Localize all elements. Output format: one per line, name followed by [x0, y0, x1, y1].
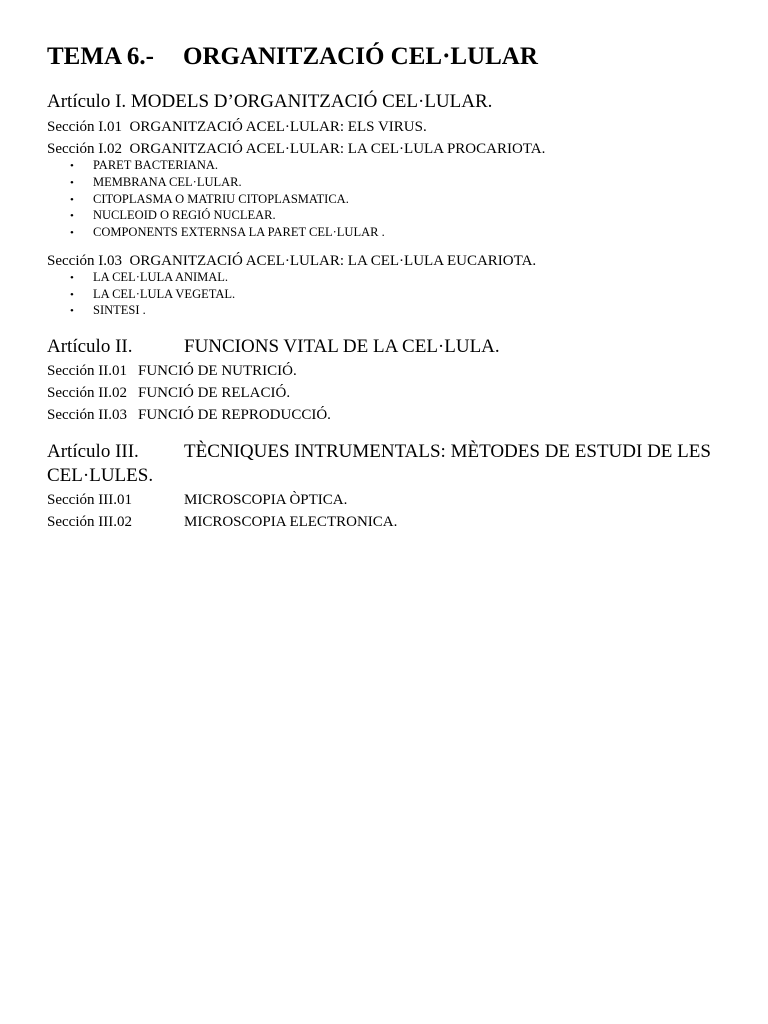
- document-title: [47, 42, 538, 72]
- title-text: ORGANITZACIÓ CEL·LULAR: [183, 43, 538, 70]
- list-item-text: SINTESI .: [93, 303, 146, 317]
- section-ii02-label: Sección II.02: [47, 385, 127, 401]
- list-item: [70, 269, 228, 286]
- section-iii01-text: MICROSCOPIA ÒPTICA.: [184, 492, 348, 508]
- article-3-heading: [47, 440, 727, 488]
- section-iii01-label: Sección III.01: [47, 492, 132, 508]
- list-item: [70, 157, 218, 174]
- article-1-heading: [47, 90, 492, 114]
- list-item-text: NUCLEOID O REGIÓ NUCLEAR.: [93, 208, 276, 222]
- section-iii02: [47, 512, 397, 532]
- section-i02: [47, 139, 545, 159]
- section-ii01-text: FUNCIÓ DE NUTRICIÓ.: [138, 363, 297, 379]
- section-ii03: [47, 405, 331, 425]
- article-2-label: Artículo II.: [47, 336, 133, 357]
- section-i01-label: Sección I.01: [47, 119, 122, 135]
- section-i02-label: Sección I.02: [47, 141, 122, 157]
- bullet-icon: •: [70, 272, 74, 284]
- bullet-icon: •: [70, 160, 74, 172]
- list-item-text: LA CEL·LULA VEGETAL.: [93, 287, 236, 301]
- bullet-icon: •: [70, 305, 74, 317]
- title-number: TEMA 6.-: [47, 43, 154, 70]
- article-3-text: TÈCNIQUES INTRUMENTALS: MÈTODES DE ESTUDI DE LES CEL·LULES.: [47, 441, 711, 486]
- list-item: [70, 207, 276, 224]
- article-1-text: MODELS D’ORGANITZACIÓ CEL·LULAR.: [130, 91, 493, 112]
- section-iii02-label: Sección III.02: [47, 514, 132, 530]
- list-item: [70, 286, 235, 303]
- bullet-icon: •: [70, 227, 74, 239]
- list-item: [70, 302, 146, 319]
- section-iii02-text: MICROSCOPIA ELECTRONICA.: [184, 514, 398, 530]
- list-item-text: MEMBRANA CEL·LULAR.: [93, 175, 242, 189]
- section-i03-text: ORGANITZACIÓ ACEL·LULAR: LA CEL·LULA EUCARIOTA.: [129, 253, 537, 269]
- list-item-text: COMPONENTS EXTERNSA LA PARET CEL·LULAR .: [93, 225, 385, 239]
- section-i03: [47, 251, 536, 271]
- list-item: [70, 224, 385, 241]
- section-ii02: [47, 383, 290, 403]
- list-item: [70, 191, 349, 208]
- article-2-text: FUNCIONS VITAL DE LA CEL·LULA.: [184, 336, 500, 357]
- section-ii03-label: Sección II.03: [47, 407, 127, 423]
- article-3-label: Artículo III.: [47, 441, 139, 462]
- bullet-icon: •: [70, 177, 74, 189]
- section-ii03-text: FUNCIÓ DE REPRODUCCIÓ.: [138, 407, 331, 423]
- bullet-icon: •: [70, 210, 74, 222]
- section-i01-text: ORGANITZACIÓ ACEL·LULAR: ELS VIRUS.: [129, 119, 427, 135]
- section-i01: [47, 117, 427, 137]
- section-ii01-label: Sección II.01: [47, 363, 127, 379]
- section-i02-text: ORGANITZACIÓ ACEL·LULAR: LA CEL·LULA PROCARIOTA.: [129, 141, 546, 157]
- list-item-text: LA CEL·LULA ANIMAL.: [93, 270, 229, 284]
- section-ii01: [47, 361, 297, 381]
- section-iii01: [47, 490, 347, 510]
- article-1-label: Artículo I.: [47, 91, 127, 112]
- list-item: [70, 174, 242, 191]
- article-2-heading: [47, 335, 500, 359]
- list-item-text: CITOPLASMA O MATRIU CITOPLASMATICA.: [93, 192, 349, 206]
- section-i03-label: Sección I.03: [47, 253, 122, 269]
- bullet-icon: •: [70, 194, 74, 206]
- section-ii02-text: FUNCIÓ DE RELACIÓ.: [138, 385, 291, 401]
- list-item-text: PARET BACTERIANA.: [93, 158, 219, 172]
- bullet-icon: •: [70, 289, 74, 301]
